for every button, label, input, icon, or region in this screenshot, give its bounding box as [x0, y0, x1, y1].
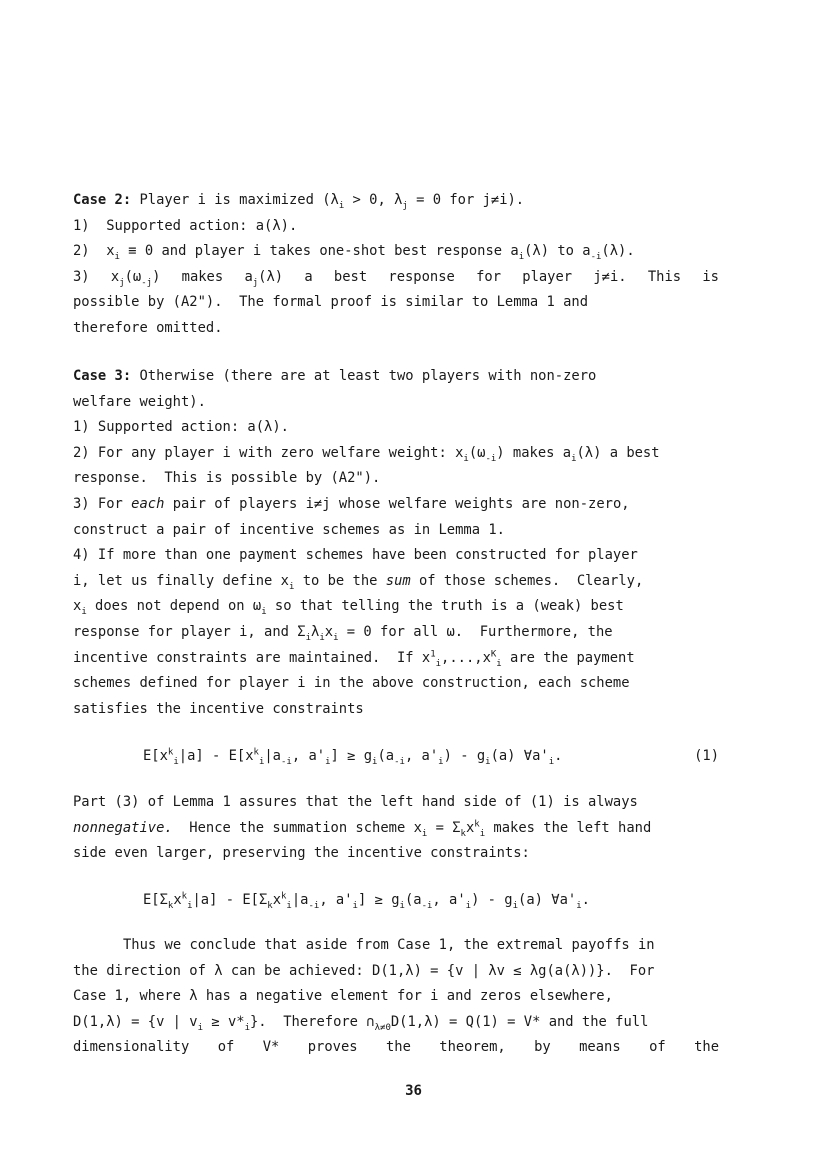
conclusion-line-5: dimensionality of V* proves the theorem, by means of the: [73, 1039, 719, 1056]
after-eq-line-1: Part (3) of Lemma 1 assures that the left hand side of (1) is always: [73, 794, 638, 810]
case-3-step-2-cont: response. This is possible by (A2").: [73, 470, 381, 487]
conclusion-line-3: Case 1, where λ has a negative element for i and zeros elsewhere,: [73, 988, 613, 1005]
case-2-section: [73, 188, 719, 342]
case-3-step-2: 2) For any player i with zero welfare weight: $x_i(\omega_{-i})$ makes $a_i(\lambda)$ a best: [73, 444, 660, 464]
case-3-step-4-f: schemes defined for player i in the above construction, each scheme: [73, 675, 630, 692]
case-3-step-4-g: satisfies the incentive constraints: [73, 700, 364, 717]
case-3-step-4-c: $x_i$ does not depend on $\omega_i$ so that telling the truth is a (weak) best: [73, 598, 624, 618]
after-eq-line-3: side even larger, preserving the incentive constraints:: [73, 845, 530, 862]
conclusion-line-1: Thus we conclude that aside from Case 1, the extremal payoffs in: [123, 937, 655, 953]
case-3-step-3: 3) For each pair of players i≠j whose welfare weights are non-zero,: [73, 495, 630, 512]
case-2-step-1: 1) Supported action: a(λ).: [73, 217, 298, 234]
case-2-step-3-end: therefore omitted.: [73, 319, 223, 336]
case-2-heading: Case 2:: [73, 192, 132, 208]
case-2-title-line: Case 2: Player i is maximized ($\lambda_i > 0$, $\lambda_j = 0$ for j≠i).: [73, 192, 525, 211]
case-3-step-1: 1) Supported action: a(λ).: [73, 419, 289, 436]
case-3-step-3-cont: construct a pair of incentive schemes as in Lemma 1.: [73, 521, 505, 538]
page-number: 36: [405, 1083, 422, 1099]
conclusion-paragraph: [73, 933, 719, 1061]
equation-1: $E[x^k_i|a] - E[x^k_i|a_{-i}$, $a'_i] \ge g_i(a_{-i}$, $a'_i) - g_i(a)$ $\forall a'_i$.: [143, 747, 563, 767]
case-2-step-3: 3) $x_j(\omega_{-j})$ makes $a_j(\lambda)$ a best response for player j≠i. This is: [73, 268, 719, 288]
case-3-step-4-e: incentive constraints are maintained. If $x^1_i,...,x^K_i$ are the payment: [73, 648, 635, 669]
case-3-section: [73, 364, 719, 722]
case-3-title-line: Case 3: Otherwise (there are at least two players with non-zero: [73, 368, 597, 384]
case-3-step-4-d: response for player i, and $\Sigma_i\lambda_ix_i = 0$ for all ω. Furthermore, the: [73, 623, 613, 643]
after-equation-paragraph: [73, 790, 719, 867]
case-3-title-line-2: welfare weight).: [73, 393, 206, 410]
conclusion-line-2: the direction of λ can be achieved: D(1,λ) = {v | λv ≤ λg(a(λ))}. For: [73, 962, 655, 979]
conclusion-line-4: D(1,λ) = {v | $v_i \ge v*_i$}. Therefore $\cap_{\lambda\ne 0}D(1,\lambda) = Q(1) = V*$ and the full: [73, 1013, 649, 1033]
case-2-step-3-cont: possible by (A2"). The formal proof is similar to Lemma 1 and: [73, 294, 588, 311]
case-2-step-2: 2) $x_i \equiv 0$ and player i takes one-shot best response $a_i(\lambda)$ to $a_{-i}(\lambda)$.: [73, 243, 635, 262]
equation-1-number: (1): [694, 748, 719, 764]
equation-summation: $E[\Sigma_kx^k_i|a] - E[\Sigma_kx^k_i|a_{-i}$, $a'_i] \ge g_i(a_{-i}$, $a'_i) - g_i(a)$ $\forall a'_i$.: [143, 891, 590, 911]
case-3-heading: Case 3:: [73, 368, 132, 384]
case-3-step-4: 4) If more than one payment schemes have been constructed for player: [73, 547, 638, 564]
after-eq-line-2: nonnegative. Hence the summation scheme $x_i = \Sigma_kx^k_i$ makes the left hand: [73, 819, 652, 839]
case-3-step-4-b: i, let us finally define $x_i$ to be the sum of those schemes. Clearly,: [73, 572, 644, 592]
